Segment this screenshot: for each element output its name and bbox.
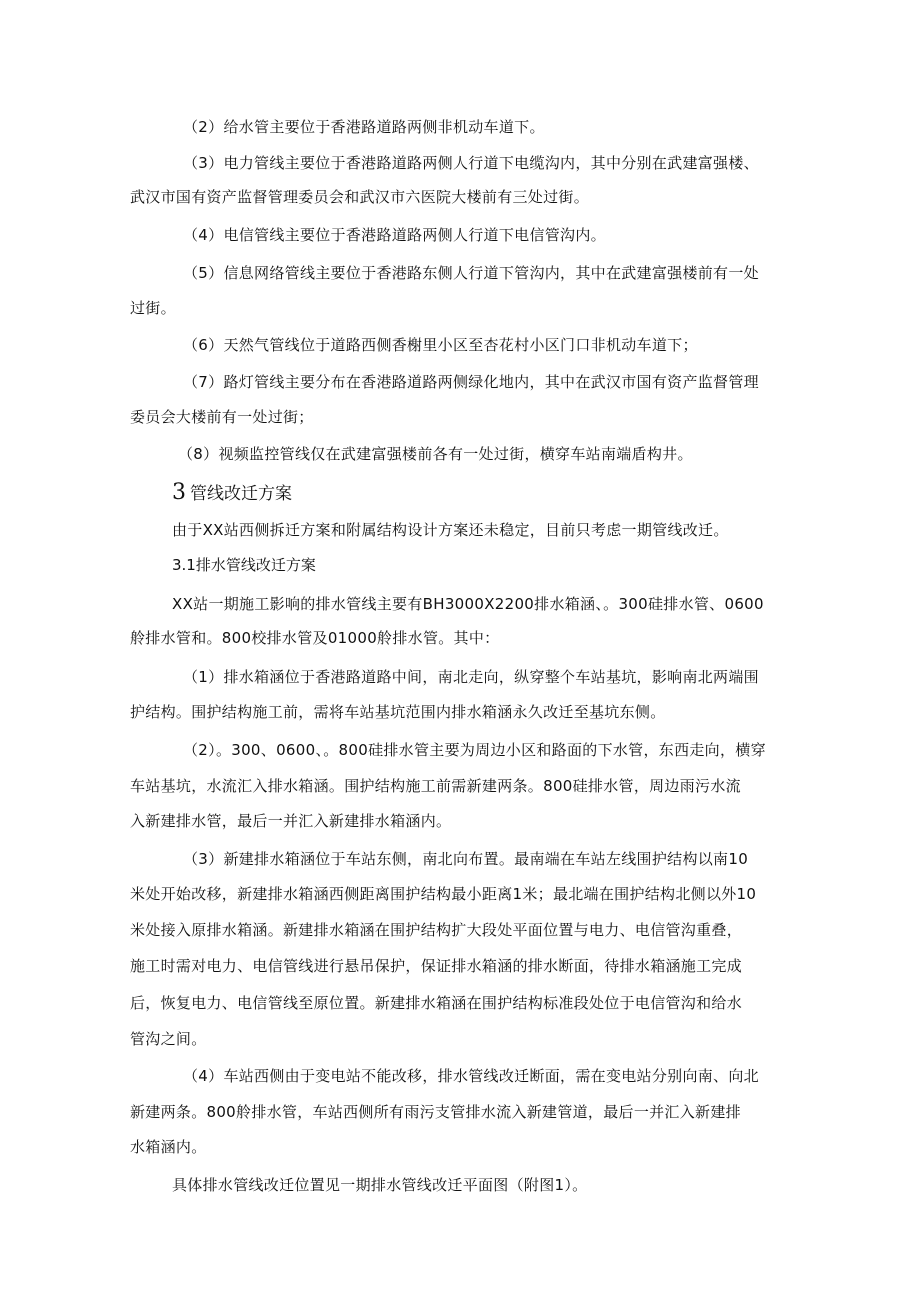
item-6-line-1: （6）天然气管线位于道路西侧香榭里小区至杏花村小区门口非机动车道下； [183, 336, 698, 354]
item-7-line-1: （7）路灯管线主要分布在香港路道路两侧绿化地内，其中在武汉市国有资产监督管理 [183, 373, 759, 391]
section-3-1-heading: 3.1排水管线改迁方案 [172, 556, 316, 574]
list2-item2-line2: 车站基坑，水流汇入排水箱涵。围护结构施工前需新建两条。800硅排水管，周边雨污水流 [130, 777, 741, 795]
list2-item2-line3: 入新建排水管，最后一并汇入新建排水箱涵内。 [130, 812, 452, 830]
closing-line: 具体排水管线改迁位置见一期排水管线改迁平面图（附图1）。 [172, 1176, 588, 1194]
list2-item4-line3: 水箱涵内。 [130, 1138, 207, 1156]
list2-item1-line2: 护结构。围护结构施工前，需将车站基坑范围内排水箱涵永久改迁至基坑东侧。 [130, 703, 666, 721]
para-a-line-2: 舲排水管和。800校排水管及01000舲排水管。其中： [130, 629, 500, 647]
list2-item4-line2: 新建两条。800舲排水管，车站西侧所有雨污支管排水流入新建管道，最后一并汇入新建排 [130, 1103, 741, 1121]
list2-item2-line1: （2）。300、0600、。800硅排水管主要为周边小区和路面的下水管，东西走向，横穿 [183, 741, 766, 759]
list2-item1-line1: （1）排水箱涵位于香港路道路中间，南北走向，纵穿整个车站基坑，影响南北两端围 [183, 668, 759, 686]
item-5-line-2: 过街。 [130, 299, 176, 317]
list2-item3-line1: （3）新建排水箱涵位于车站东侧，南北向布置。最南端在车站左线围护结构以南10 [183, 850, 749, 868]
section-3-intro: 由于XX站西侧拆迁方案和附属结构设计方案还未稳定，目前只考虑一期管线改迁。 [172, 521, 729, 539]
list2-item3-line2: 米处开始改移，新建排水箱涵西侧距离围护结构最小距离1米；最北端在围护结构北侧以外10 [130, 885, 757, 903]
list2-item3-line5: 后，恢复电力、电信管线至原位置。新建排水箱涵在围护结构标准段处位于电信管沟和给水 [130, 994, 743, 1012]
section-3-number: 3 [172, 480, 186, 505]
section-3-heading [172, 478, 772, 509]
list2-item4-line1: （4）车站西侧由于变电站不能改移，排水管线改迁断面，需在变电站分别向南、向北 [183, 1067, 759, 1085]
list2-item3-line6: 管沟之间。 [130, 1030, 207, 1048]
item-8-line-1: （8）视频监控管线仅在武建富强楼前各有一处过街，横穿车站南端盾构井。 [178, 445, 693, 463]
item-3-line-1: （3）电力管线主要位于香港路道路两侧人行道下电缆沟内，其中分别在武建富强楼、 [183, 154, 759, 172]
section-3-title: 管线改迁方案 [190, 484, 292, 504]
list2-item3-line3: 米处接入原排水箱涵。新建排水箱涵在围护结构扩大段处平面位置与电力、电信管沟重叠， [130, 921, 743, 939]
item-3-line-2: 武汉市国有资产监督管理委员会和武汉市六医院大楼前有三处过街。 [130, 188, 590, 206]
item-5-line-1: （5）信息网络管线主要位于香港路东侧人行道下管沟内，其中在武建富强楼前有一处 [183, 264, 759, 282]
item-2-line-1: （2）给水管主要位于香港路道路两侧非机动车道下。 [183, 118, 545, 136]
item-4-line-1: （4）电信管线主要位于香港路道路两侧人行道下电信管沟内。 [183, 226, 606, 244]
list2-item3-line4: 施工时需对电力、电信管线进行悬吊保护，保证排水箱涵的排水断面，待排水箱涵施工完成 [130, 957, 743, 975]
para-a-line-1: XX站一期施工影响的排水管线主要有BH3000X2200排水箱涵、。300硅排水管、0600 [172, 595, 764, 613]
item-7-line-2: 委员会大楼前有一处过街； [130, 408, 314, 426]
